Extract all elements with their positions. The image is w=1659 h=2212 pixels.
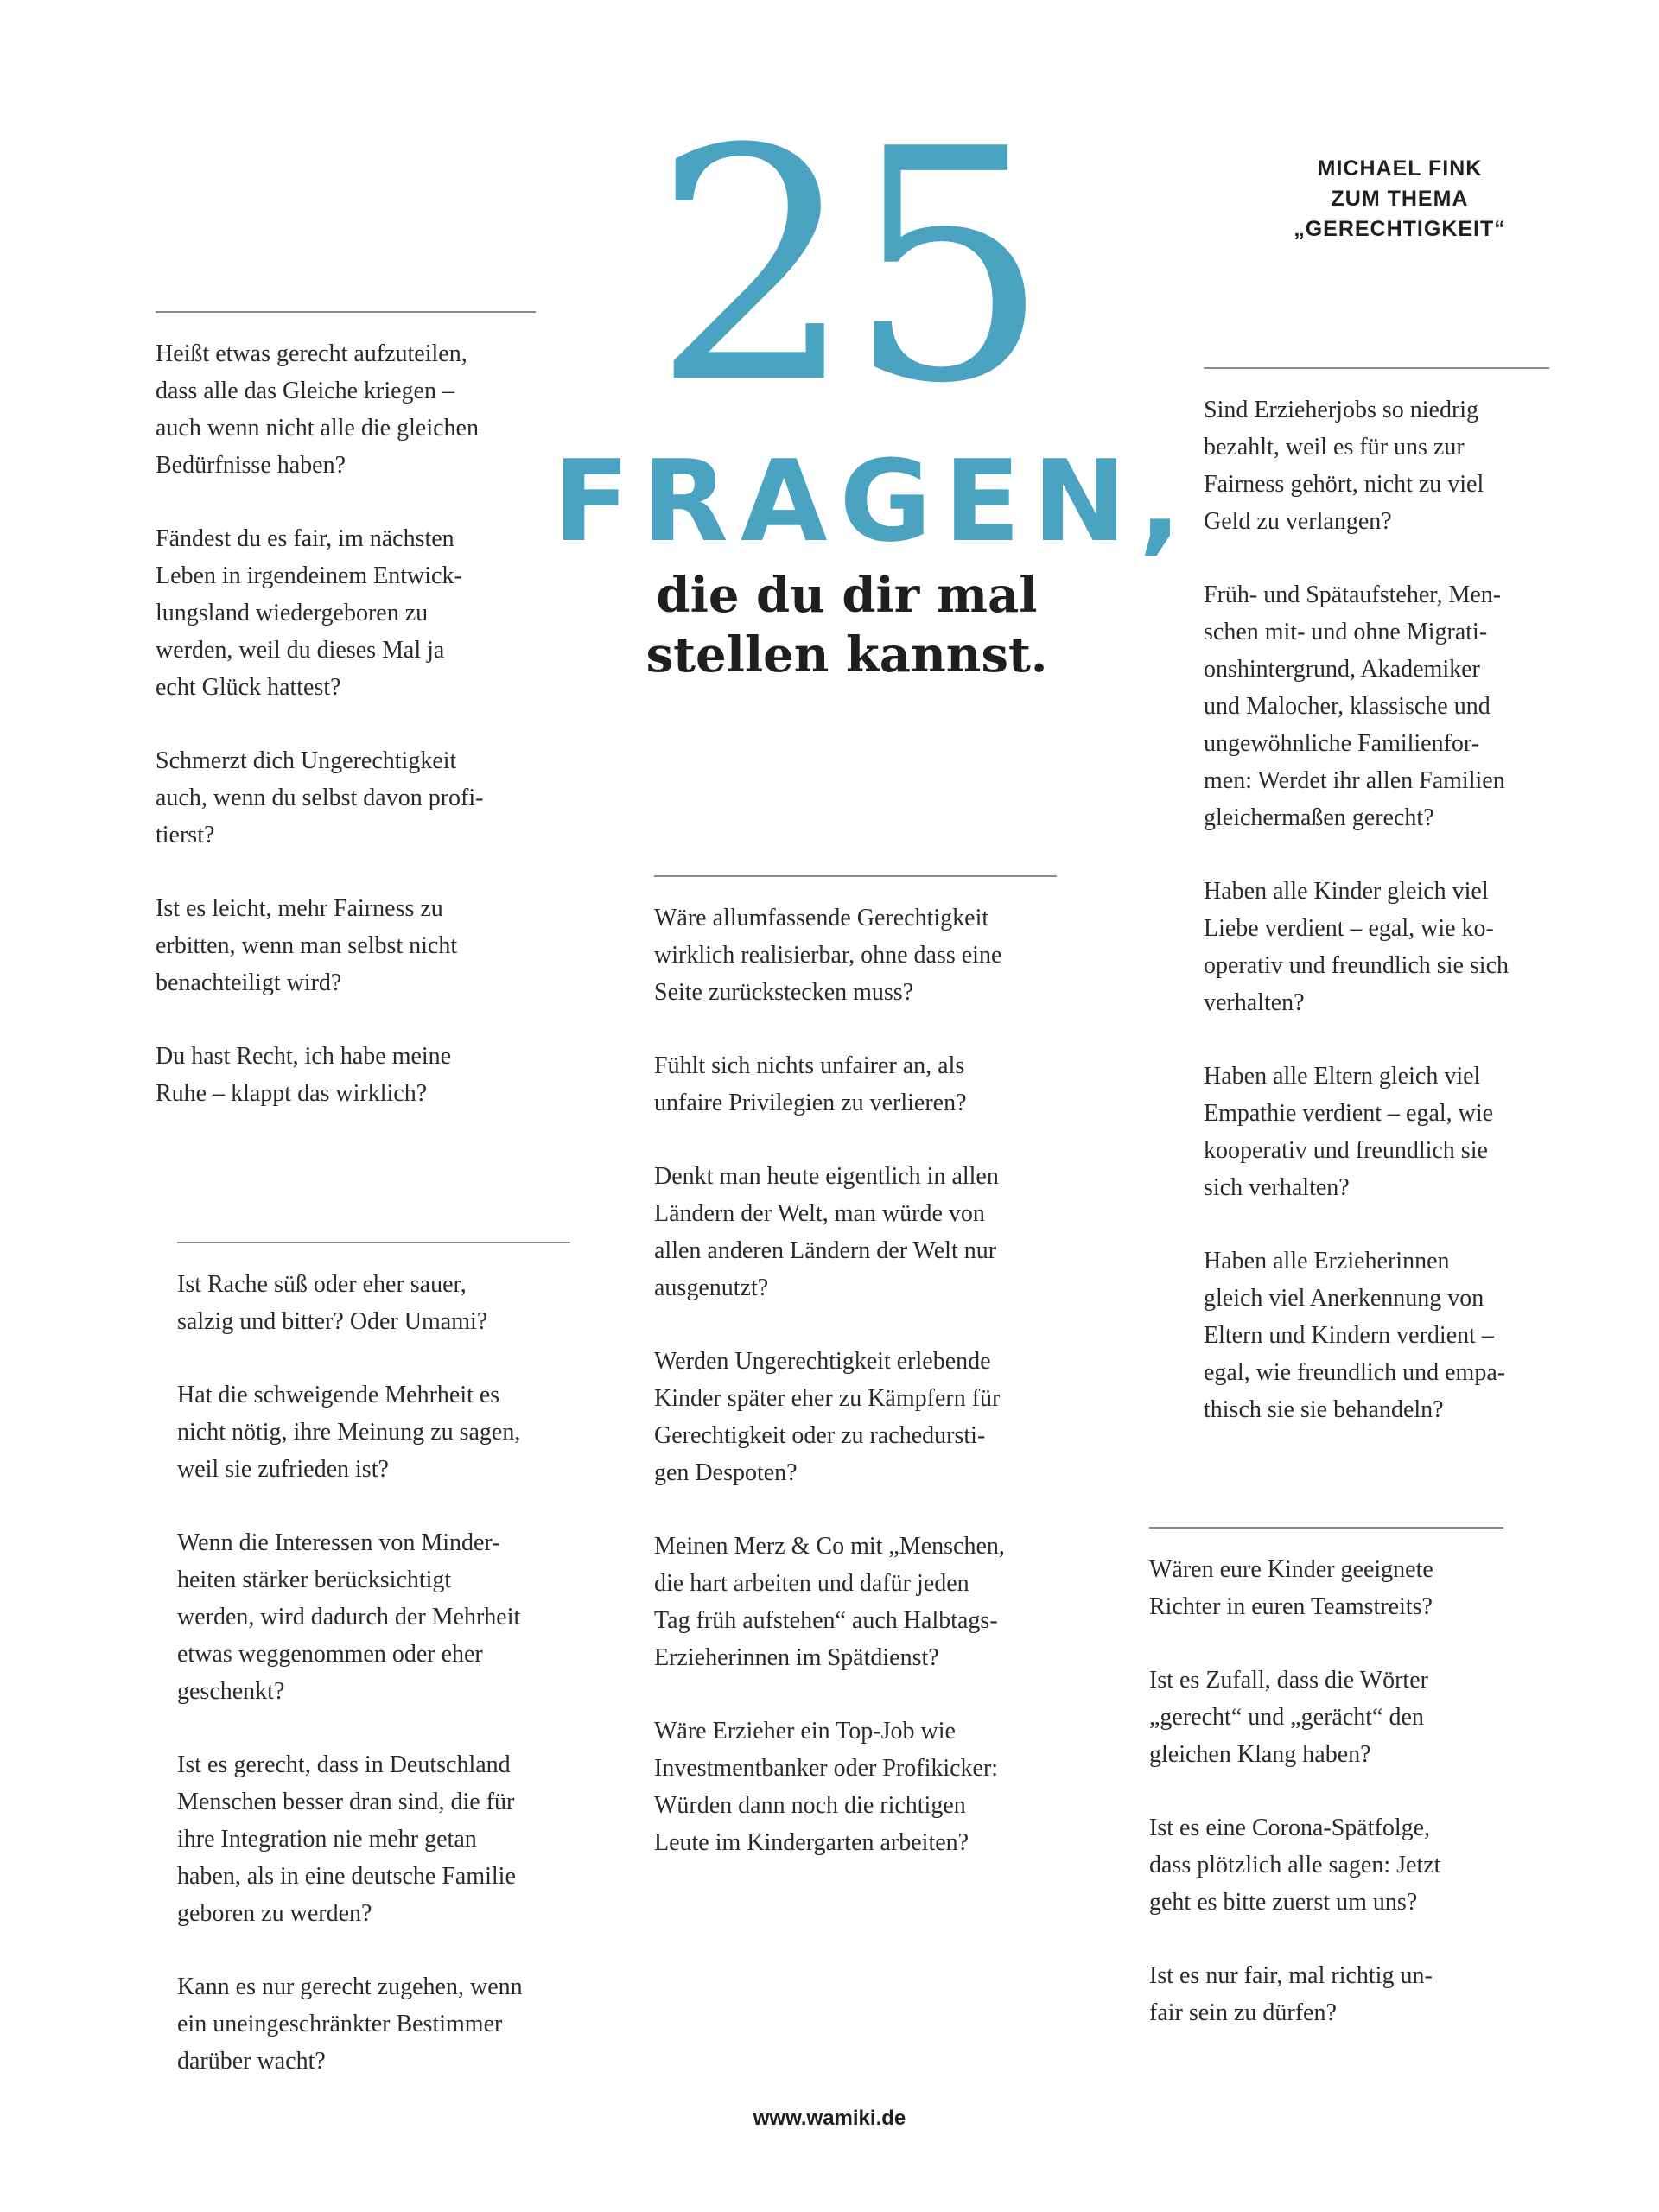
question-item: Wenn die Interessen von Minder- heiten stärker berücksichtigt werden, wird dadurch der Mehrheit etwas weggenommen oder eher geschenkt? (177, 1529, 521, 1705)
question-item: Denkt man heute eigentlich in allen Ländern der Welt, man würde von allen anderen Ländern der Welt nur ausgenutzt? (654, 1163, 999, 1301)
question-item: Hat die schweigende Mehrheit es nicht nötig, ihre Meinung zu sagen, weil sie zufrieden ist? (177, 1382, 521, 1483)
question-item: Ist es nur fair, mal richtig un- fair sein zu dürfen? (1149, 1962, 1433, 2026)
question-item: Fühlt sich nichts unfairer an, als unfaire Privilegien zu verlieren? (654, 1052, 967, 1116)
question-item: Sind Erzieherjobs so niedrig bezahlt, weil es für uns zur Fairness gehört, nicht zu viel Geld zu verlangen? (1204, 397, 1484, 535)
question-item: Haben alle Kinder gleich viel Liebe verdient – egal, wie ko- operativ und freundlich sie sich verhalten? (1204, 878, 1510, 1016)
question-item: Ist es Zufall, dass die Wörter „gerecht“ und „gerächt“ den gleichen Klang haben? (1149, 1667, 1428, 1768)
question-item: Ist es leicht, mehr Fairness zu erbitten, wenn man selbst nicht benachteiligt wird? (156, 895, 458, 996)
divider-rule (177, 1242, 570, 1243)
question-item: Ist es eine Corona-Spätfolge, dass plötzlich alle sagen: Jetzt geht es bitte zuerst um uns? (1149, 1815, 1441, 1916)
question-item: Wäre allumfassende Gerechtigkeit wirklich realisierbar, ohne dass eine Seite zurückstecken muss? (654, 905, 1002, 1006)
question-item: Haben alle Erzieherinnen gleich viel Anerkennung von Eltern und Kindern verdient – egal, wie freundlich und empa- thisch sie sie behandeln? (1204, 1248, 1506, 1423)
divider-rule (1204, 367, 1549, 369)
question-column-middle (654, 875, 1057, 1861)
question-item: Haben alle Eltern gleich viel Empathie verdient – egal, wie kooperativ und freundlich sie sich verhalten? (1204, 1063, 1494, 1201)
question-column-right-bottom (1149, 1527, 1503, 2031)
question-column-left-top (156, 311, 536, 1112)
question-item: Wäre Erzieher ein Top-Job wie Investmentbanker oder Profikicker: Würden dann noch die richtigen Leute im Kindergarten arbeiten? (654, 1718, 999, 1856)
question-item: Fändest du es fair, im nächsten Leben in irgendeinem Entwick- lungsland wiedergeboren zu werden, weil du dieses Mal ja echt Glück hattest? (156, 525, 462, 701)
question-item: Heißt etwas gerecht aufzuteilen, dass alle das Gleiche kriegen – auch wenn nicht alle die gleichen Bedürfnisse haben? (156, 340, 479, 479)
question-item: Kann es nur gerecht zugehen, wenn ein uneingeschränkter Bestimmer darüber wacht? (177, 1974, 523, 2075)
question-item: Wären eure Kinder geeignete Richter in euren Teamstreits? (1149, 1556, 1433, 1620)
title-headline: FRAGEN, (553, 435, 1194, 567)
question-item: Schmerzt dich Ungerechtigkeit auch, wenn du selbst davon profi- tierst? (156, 747, 484, 849)
title-subline: die du dir mal stellen kannst. (645, 567, 1048, 683)
title-number: 25 (652, 82, 1042, 454)
divider-rule (156, 311, 536, 313)
divider-rule (1149, 1527, 1503, 1529)
footer-url: www.wamiki.de (753, 2107, 906, 2130)
question-item: Früh- und Spätaufsteher, Men- schen mit- und ohne Migrati- onshintergrund, Akademiker und Malocher, klassische und ungewöhnliche Familienfor- men: Werdet ihr allen Familien gleichermaßen gerecht? (1204, 582, 1505, 831)
question-item: Meinen Merz & Co mit „Menschen, die hart arbeiten und dafür jeden Tag früh aufstehen“ auch Halbtags- Erzieherinnen im Spätdienst? (654, 1533, 1005, 1671)
question-item: Du hast Recht, ich habe meine Ruhe – klappt das wirklich? (156, 1043, 452, 1107)
question-item: Werden Ungerechtigkeit erlebende Kinder später eher zu Kämpfern für Gerechtigkeit oder zu rachedursti- gen Despoten? (654, 1348, 1001, 1486)
divider-rule (654, 875, 1057, 877)
question-column-right-top (1204, 367, 1549, 1428)
question-item: Ist Rache süß oder eher sauer, salzig und bitter? Oder Umami? (177, 1271, 488, 1335)
question-item: Ist es gerecht, dass in Deutschland Menschen besser dran sind, die für ihre Integration nie mehr getan haben, als in eine deutsche Familie geboren zu werden? (177, 1751, 516, 1927)
author-topic-label: MICHAEL FINK ZUM THEMA „GERECHTIGKEIT“ (1294, 156, 1506, 241)
question-column-left-bottom (177, 1242, 570, 2080)
